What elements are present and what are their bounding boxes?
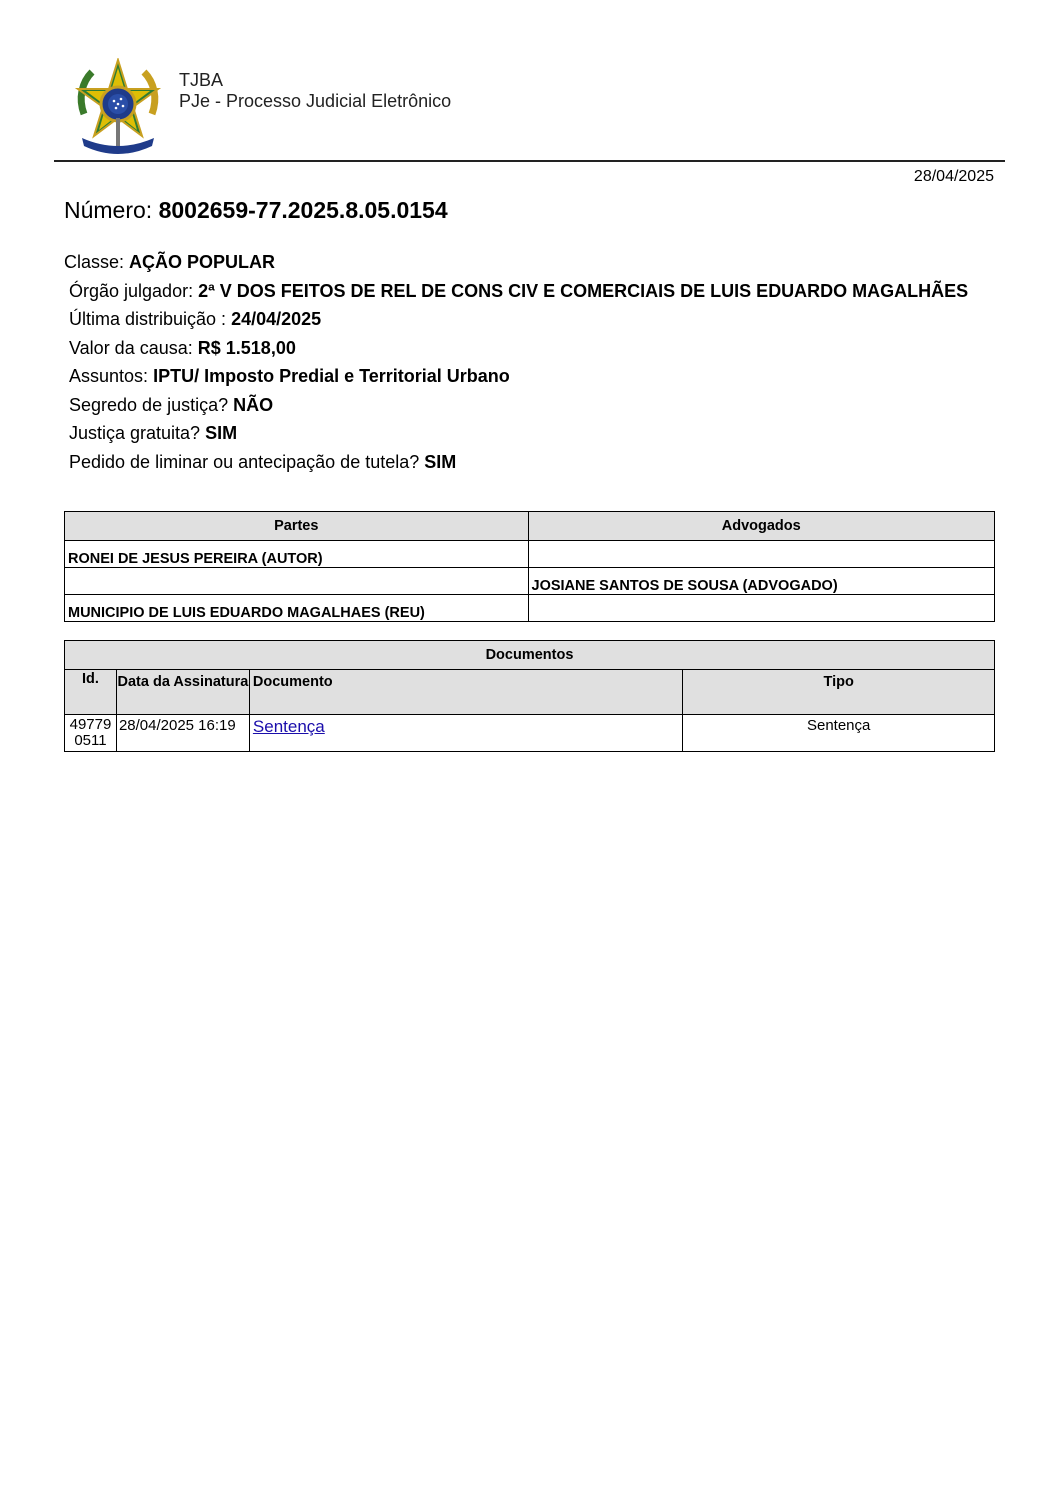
field-valor-causa	[64, 334, 1004, 363]
table-row	[65, 568, 995, 595]
field-ultima-distribuicao	[64, 305, 1004, 334]
column-header-data-assinatura: Data da Assinatura	[116, 670, 249, 715]
document-name-cell	[249, 715, 682, 752]
process-number-label: Número:	[64, 197, 153, 223]
document-id-cell: 49779 0511	[65, 715, 117, 752]
field-value: NÃO	[233, 394, 274, 415]
table-row	[65, 715, 995, 752]
field-pedido-liminar	[64, 448, 1004, 477]
document-date: 28/04/2025	[913, 168, 994, 185]
field-value: SIM	[424, 451, 457, 472]
document-header	[54, 58, 1004, 160]
court-name: TJBA	[179, 70, 224, 90]
document-date-cell: 28/04/2025 16:19	[116, 715, 249, 752]
field-assuntos	[64, 362, 1004, 391]
field-classe	[64, 248, 1004, 277]
table-header-row	[65, 512, 995, 541]
advogado-cell	[528, 595, 995, 622]
advogado-cell: JOSIANE SANTOS DE SOUSA (ADVOGADO)	[528, 568, 995, 595]
field-value: R$ 1.518,00	[197, 337, 296, 358]
field-orgao-julgador	[64, 277, 1004, 306]
document-type-cell: Sentença	[683, 715, 995, 752]
process-number-value: 8002659-77.2025.8.05.0154	[158, 197, 448, 223]
field-value: 2ª V DOS FEITOS DE REL DE CONS CIV E COMERCIAIS DE LUIS EDUARDO MAGALHÃES	[198, 280, 969, 301]
field-label: Segredo de justiça?	[69, 394, 229, 415]
parte-cell	[65, 568, 529, 595]
column-header-partes: Partes	[65, 512, 529, 541]
table-header-row	[65, 670, 995, 715]
table-caption-row	[65, 641, 995, 670]
field-value: SIM	[205, 423, 238, 443]
documentos-table	[64, 640, 995, 752]
column-header-advogados: Advogados	[528, 512, 995, 541]
documentos-caption: Documentos	[65, 641, 995, 670]
column-header-id: Id.	[65, 670, 117, 715]
organization-info	[179, 70, 451, 112]
field-justica-gratuita	[64, 419, 1004, 448]
parte-cell: MUNICIPIO DE LUIS EDUARDO MAGALHAES (REU)	[65, 595, 529, 622]
field-value: IPTU/ Imposto Predial e Territorial Urbano	[153, 366, 510, 386]
partes-table	[64, 511, 995, 622]
header-divider	[54, 160, 1005, 162]
field-label: Pedido de liminar ou antecipação de tutela?	[69, 451, 420, 472]
field-label: Classe:	[64, 252, 125, 272]
parte-cell: RONEI DE JESUS PEREIRA (AUTOR)	[65, 541, 529, 568]
column-header-documento: Documento	[249, 670, 682, 715]
table-row	[65, 541, 995, 568]
field-label: Valor da causa:	[69, 337, 193, 358]
field-label: Justiça gratuita?	[69, 423, 201, 443]
field-value: 24/04/2025	[231, 309, 322, 329]
field-segredo-justica	[64, 391, 1004, 420]
table-row	[65, 595, 995, 622]
process-fields	[64, 248, 1004, 476]
field-value: AÇÃO POPULAR	[129, 252, 276, 272]
process-number	[64, 197, 448, 224]
document-link[interactable]: Sentença	[252, 717, 325, 736]
field-label: Órgão julgador:	[69, 280, 194, 301]
advogado-cell	[528, 541, 995, 568]
column-header-tipo: Tipo	[683, 670, 995, 715]
field-label: Última distribuição :	[69, 309, 227, 329]
field-label: Assuntos:	[69, 366, 149, 386]
brazil-coat-of-arms-icon	[72, 58, 164, 156]
system-name: PJe - Processo Judicial Eletrônico	[179, 91, 452, 111]
